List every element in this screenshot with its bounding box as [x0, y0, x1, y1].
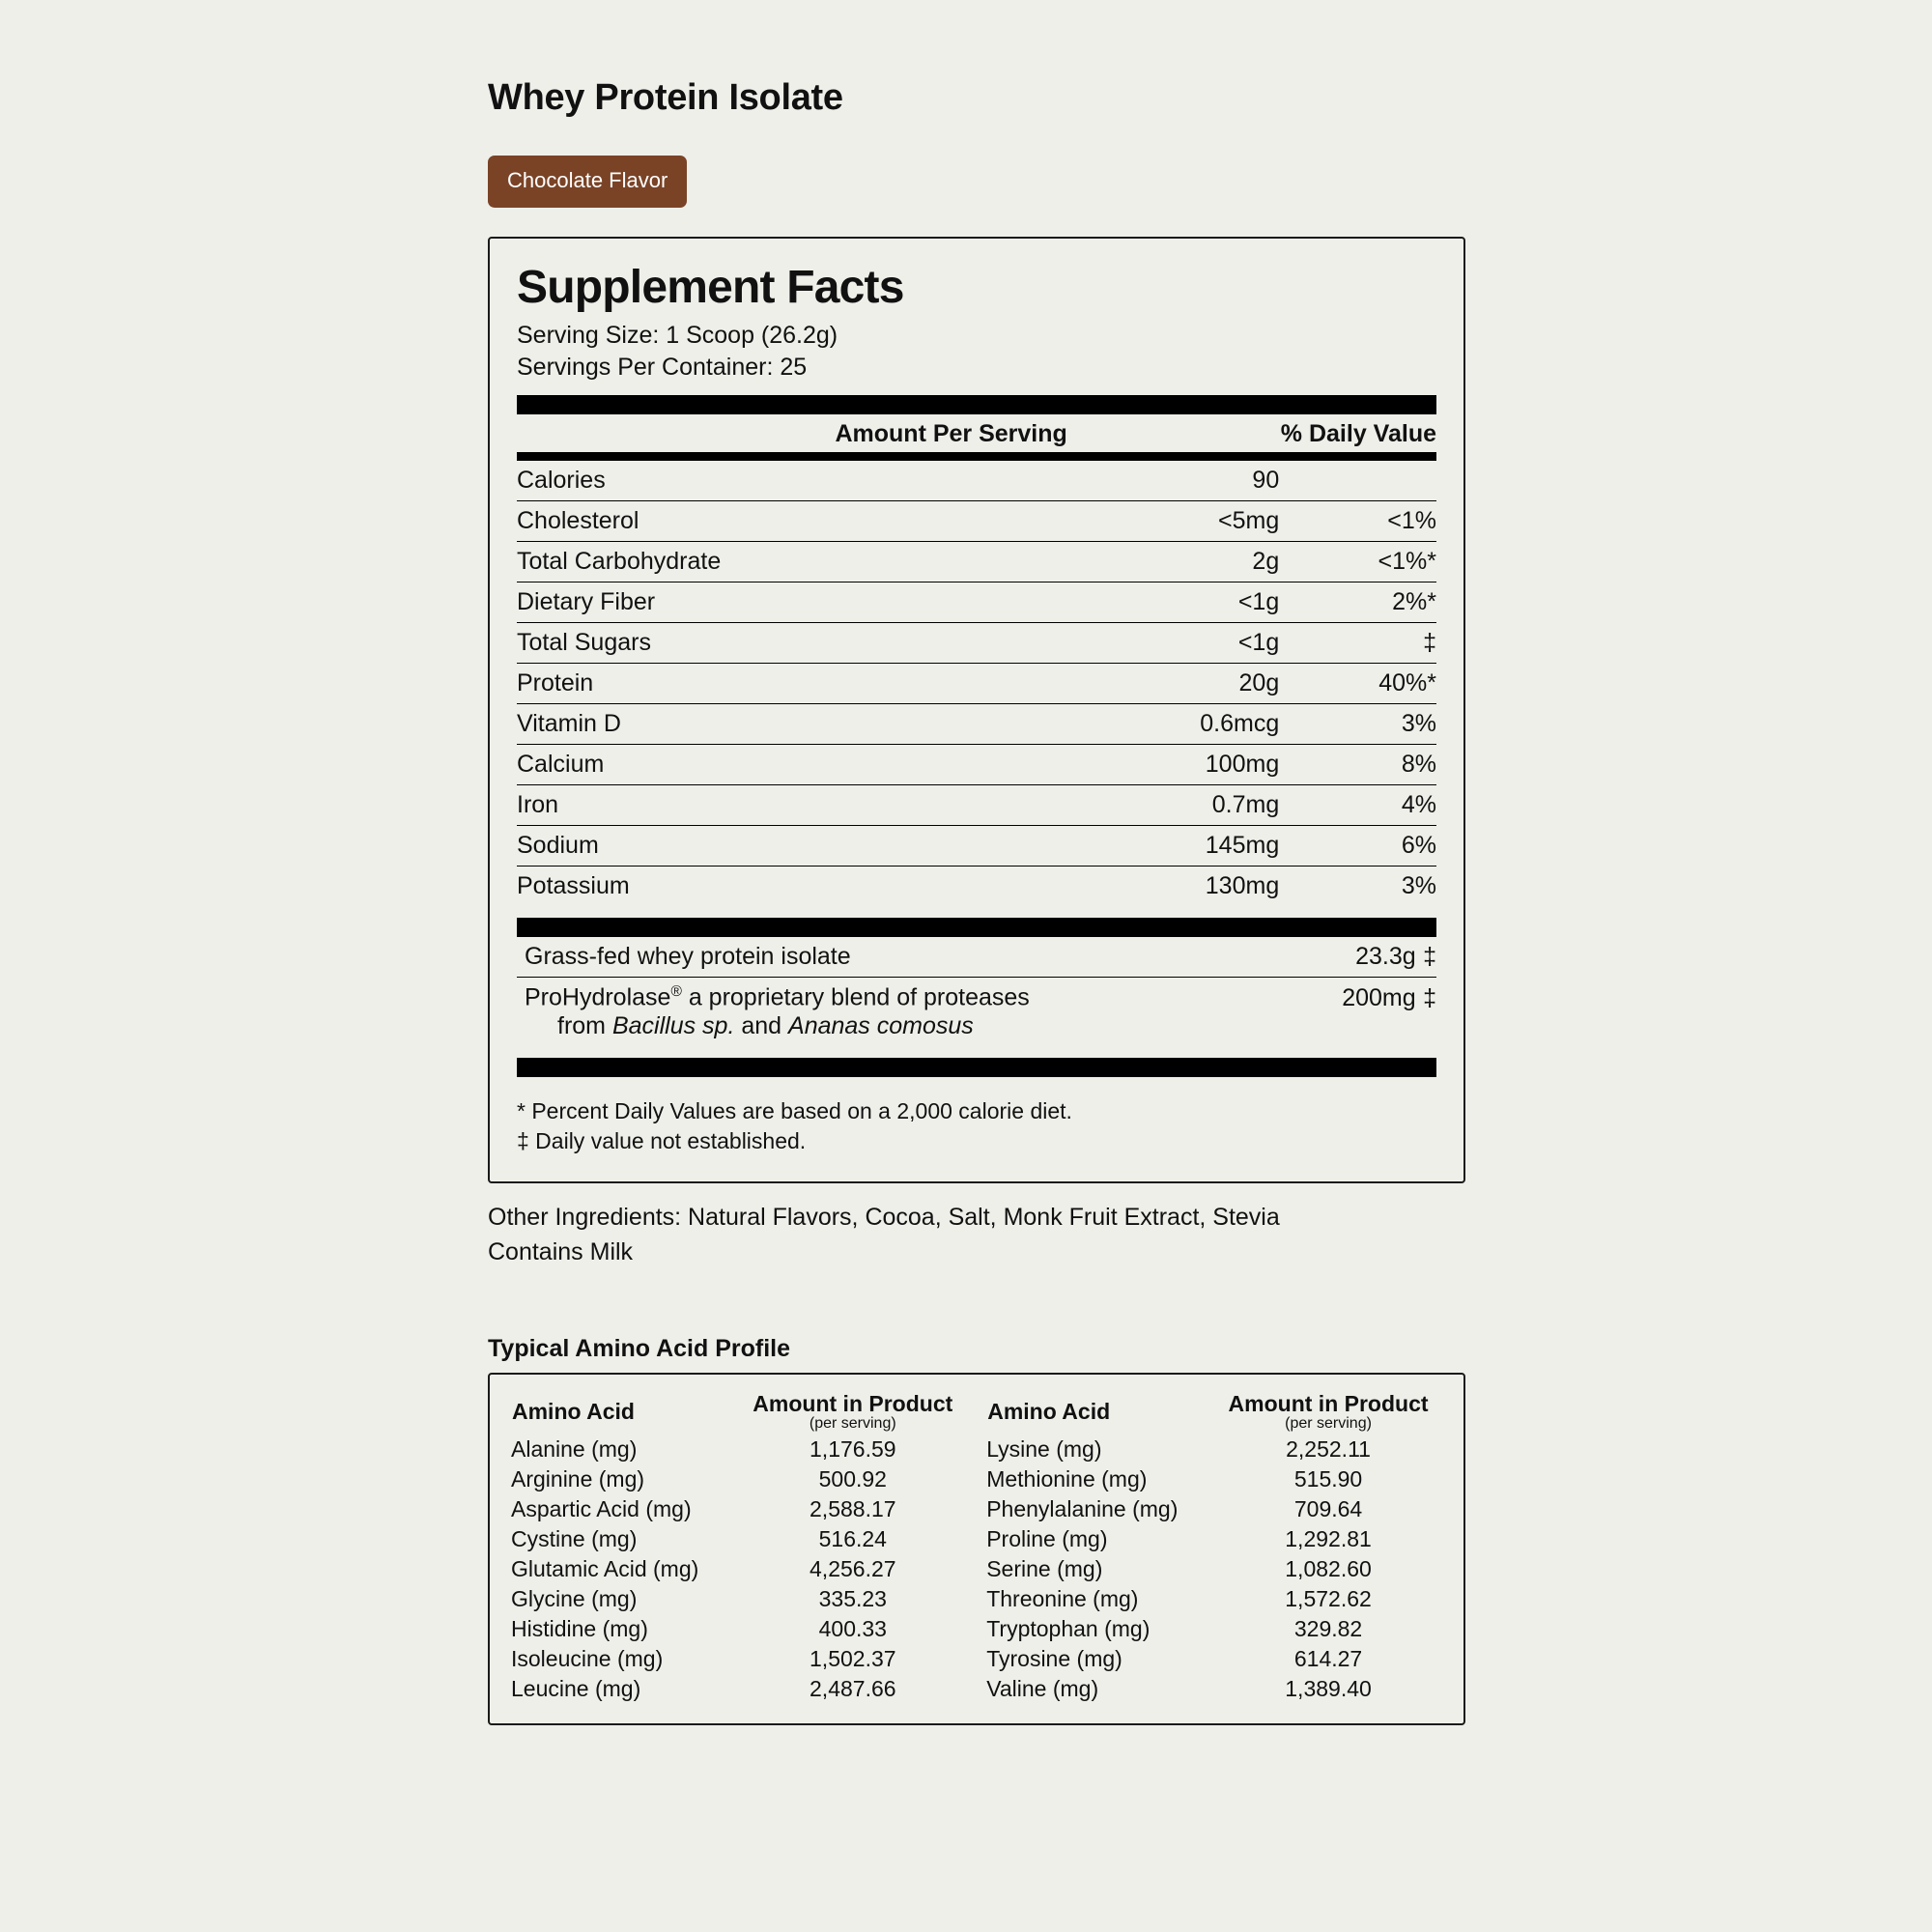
- amino-acid-value: 614.27: [1293, 1646, 1363, 1672]
- prohydrolase-name: ProHydrolase: [525, 983, 671, 1011]
- serving-size: Serving Size: 1 Scoop (26.2g): [517, 322, 838, 350]
- amino-acid-col-name-right: Amino Acid: [987, 1399, 1111, 1425]
- amino-acid-col-amount-right-label: Amount in Product: [1228, 1391, 1429, 1417]
- spacer-cell: [967, 1674, 987, 1704]
- table-row: [517, 501, 1436, 542]
- facts-table-header-row: [517, 414, 1436, 452]
- prohydrolase-description: [517, 978, 1303, 1046]
- amino-acid-col-amount-left: [739, 1390, 967, 1435]
- table-row: [517, 623, 1436, 664]
- prohydrolase-desc: a proprietary blend of proteases: [681, 983, 1030, 1011]
- rule-thick-top: [517, 395, 1436, 414]
- spacer-cell: [967, 1435, 987, 1464]
- amino-acid-value: 1,176.59: [810, 1436, 896, 1463]
- amino-acid-col-gap: [967, 1390, 987, 1435]
- footnote-not-established: ‡ Daily value not established.: [517, 1127, 807, 1153]
- other-ingredients: [488, 1201, 1454, 1269]
- table-row: [511, 1584, 1442, 1614]
- spacer-cell: [967, 1494, 987, 1524]
- prohydrolase-source-mid: and: [734, 1011, 789, 1039]
- facts-header-amount: Amount Per Serving: [835, 420, 1067, 448]
- nutrient-dv: 3%: [1401, 872, 1436, 900]
- table-row: [517, 582, 1436, 623]
- nutrient-name: Total Sugars: [517, 623, 1066, 664]
- nutrient-amount: 100mg: [1066, 745, 1280, 785]
- other-ingredients-text: Other Ingredients: Natural Flavors, Cocoa, Salt, Monk Fruit Extract, Stevia: [488, 1204, 1280, 1232]
- nutrient-name: Iron: [517, 785, 1066, 826]
- nutrient-amount: <1g: [1066, 582, 1280, 623]
- supplement-facts-panel: [488, 237, 1465, 1183]
- amino-acid-value: 516.24: [818, 1526, 887, 1552]
- facts-header-dv: % Daily Value: [1280, 420, 1436, 448]
- nutrient-dv: ‡: [1279, 623, 1436, 664]
- table-row: [517, 704, 1436, 745]
- nutrient-amount: <5mg: [1066, 501, 1280, 542]
- nutrient-amount: 0.6mcg: [1066, 704, 1280, 745]
- nutrient-name: Sodium: [517, 826, 1066, 867]
- prohydrolase-species-2: Ananas comosus: [788, 1011, 974, 1039]
- amino-acid-value: 335.23: [818, 1586, 887, 1612]
- table-row: [517, 937, 1436, 978]
- amino-acid-header-row: [511, 1390, 1442, 1435]
- table-row: [517, 867, 1436, 907]
- registered-trademark-icon: ®: [670, 983, 682, 1001]
- amino-acid-value: 500.92: [818, 1466, 887, 1492]
- blend-dv: ‡: [1416, 937, 1436, 978]
- table-row: [511, 1524, 1442, 1554]
- prohydrolase-source: [525, 1012, 1303, 1040]
- amino-acid-name: Lysine (mg): [986, 1436, 1102, 1463]
- facts-nutrient-table: [517, 461, 1436, 906]
- nutrient-name: Cholesterol: [517, 501, 1066, 542]
- amino-acid-name: Phenylalanine (mg): [986, 1496, 1179, 1522]
- amino-acid-value: 515.90: [1293, 1466, 1363, 1492]
- amino-acid-panel: [488, 1373, 1465, 1725]
- rule-med-header: [517, 452, 1436, 461]
- blend-amount: 23.3g: [1303, 937, 1416, 978]
- nutrient-dv: 8%: [1279, 745, 1436, 785]
- footnote-daily-values: * Percent Daily Values are based on a 2,000 calorie diet.: [517, 1097, 1072, 1123]
- amino-acid-col-name-left: Amino Acid: [512, 1399, 635, 1425]
- nutrient-amount: 145mg: [1066, 826, 1280, 867]
- amino-acid-table: [511, 1390, 1442, 1704]
- spacer-cell: [967, 1644, 987, 1674]
- flavor-badge: Chocolate Flavor: [488, 156, 687, 208]
- nutrient-amount: <1g: [1066, 623, 1280, 664]
- nutrient-name: Vitamin D: [517, 704, 1066, 745]
- table-row: [517, 542, 1436, 582]
- amino-acid-value: 1,292.81: [1285, 1526, 1372, 1552]
- nutrient-dv: 2%*: [1279, 582, 1436, 623]
- table-row: [517, 978, 1436, 1046]
- amino-acid-col-amount-right-sub: (per serving): [1285, 1415, 1372, 1433]
- amino-acid-name: Alanine (mg): [511, 1436, 638, 1463]
- nutrient-amount: 90: [1066, 461, 1280, 501]
- table-row: [517, 461, 1436, 501]
- blend-table: [517, 937, 1436, 1045]
- nutrient-dv: 3%: [1279, 704, 1436, 745]
- table-row: [511, 1435, 1442, 1464]
- footnotes: [517, 1096, 1436, 1157]
- contains-allergen-text: Contains Milk: [488, 1237, 634, 1265]
- amino-acid-value: 709.64: [1293, 1496, 1363, 1522]
- nutrient-dv: <1%: [1279, 501, 1436, 542]
- amino-acid-name: Valine (mg): [986, 1676, 1099, 1702]
- label-content: [488, 77, 1473, 1725]
- nutrient-dv: 4%: [1279, 785, 1436, 826]
- amino-acid-col-amount-left-label: Amount in Product: [753, 1391, 953, 1417]
- amino-acid-name: Glycine (mg): [511, 1586, 638, 1612]
- amino-acid-name: Tyrosine (mg): [986, 1646, 1122, 1672]
- table-row: [511, 1554, 1442, 1584]
- amino-acid-value: 329.82: [1293, 1616, 1363, 1642]
- table-row: [511, 1644, 1442, 1674]
- servings-per-container: Servings Per Container: 25: [517, 354, 808, 382]
- facts-table: [517, 414, 1436, 452]
- nutrient-name: Dietary Fiber: [517, 582, 1066, 623]
- nutrient-dv: 6%: [1279, 826, 1436, 867]
- table-row: [517, 785, 1436, 826]
- nutrient-amount: 2g: [1066, 542, 1280, 582]
- nutrient-amount: 0.7mg: [1066, 785, 1280, 826]
- amino-acid-name: Glutamic Acid (mg): [511, 1556, 699, 1582]
- rule-thick-bottom: [517, 1058, 1436, 1077]
- amino-acid-value: 2,252.11: [1286, 1436, 1371, 1463]
- amino-acid-name: Histidine (mg): [511, 1616, 648, 1642]
- amino-acid-value: 1,082.60: [1285, 1556, 1372, 1582]
- table-row: [517, 826, 1436, 867]
- prohydrolase-source-pre: from: [557, 1011, 612, 1039]
- amino-acid-name: Threonine (mg): [986, 1586, 1139, 1612]
- table-row: [517, 745, 1436, 785]
- amino-acid-value: 2,487.66: [810, 1676, 896, 1702]
- rule-thick-blend-top: [517, 918, 1436, 937]
- prohydrolase-dv: ‡: [1423, 983, 1436, 1011]
- amino-acid-profile-heading: Typical Amino Acid Profile: [488, 1335, 791, 1363]
- amino-acid-col-amount-right: [1214, 1390, 1442, 1435]
- amino-acid-name: Arginine (mg): [511, 1466, 645, 1492]
- amino-acid-value: 400.33: [818, 1616, 887, 1642]
- nutrient-dv: <1%*: [1279, 542, 1436, 582]
- prohydrolase-species-1: Bacillus sp.: [611, 1011, 735, 1039]
- amino-acid-value: 2,588.17: [810, 1496, 896, 1522]
- nutrient-name: Protein: [517, 664, 1066, 704]
- nutrient-dv: 40%*: [1279, 664, 1436, 704]
- blend-name: Grass-fed whey protein isolate: [517, 937, 1303, 978]
- amino-acid-value: 1,389.40: [1285, 1676, 1372, 1702]
- nutrient-name: Calcium: [517, 745, 1066, 785]
- supplement-facts-title: Supplement Facts: [517, 262, 904, 313]
- amino-acid-name: Isoleucine (mg): [511, 1646, 664, 1672]
- amino-acid-value: 4,256.27: [810, 1556, 896, 1582]
- amino-acid-value: 1,572.62: [1285, 1586, 1372, 1612]
- amino-acid-name: Aspartic Acid (mg): [511, 1496, 692, 1522]
- spacer-cell: [967, 1464, 987, 1494]
- amino-acid-name: Proline (mg): [986, 1526, 1108, 1552]
- table-row: [511, 1614, 1442, 1644]
- table-row: [517, 664, 1436, 704]
- table-row: [511, 1494, 1442, 1524]
- amino-acid-name: Tryptophan (mg): [986, 1616, 1151, 1642]
- amino-acid-value: 1,502.37: [810, 1646, 896, 1672]
- nutrient-amount: 20g: [1066, 664, 1280, 704]
- nutrient-name: Potassium: [517, 872, 630, 900]
- amino-acid-name: Serine (mg): [986, 1556, 1103, 1582]
- nutrient-name: Total Carbohydrate: [517, 542, 1066, 582]
- page-title: Whey Protein Isolate: [488, 77, 843, 118]
- amino-acid-name: Leucine (mg): [511, 1676, 641, 1702]
- spacer-cell: [967, 1554, 987, 1584]
- amino-acid-name: Cystine (mg): [511, 1526, 638, 1552]
- nutrient-dv: [1279, 461, 1436, 501]
- nutrient-amount: 130mg: [1205, 872, 1280, 900]
- spacer-cell: [967, 1524, 987, 1554]
- table-row: [511, 1464, 1442, 1494]
- nutrient-name: Calories: [517, 461, 1066, 501]
- spacer-cell: [967, 1614, 987, 1644]
- spacer-cell: [967, 1584, 987, 1614]
- amino-acid-col-amount-left-sub: (per serving): [809, 1415, 896, 1433]
- table-row: [511, 1674, 1442, 1704]
- amino-acid-name: Methionine (mg): [986, 1466, 1148, 1492]
- prohydrolase-amount: 200mg: [1342, 983, 1416, 1011]
